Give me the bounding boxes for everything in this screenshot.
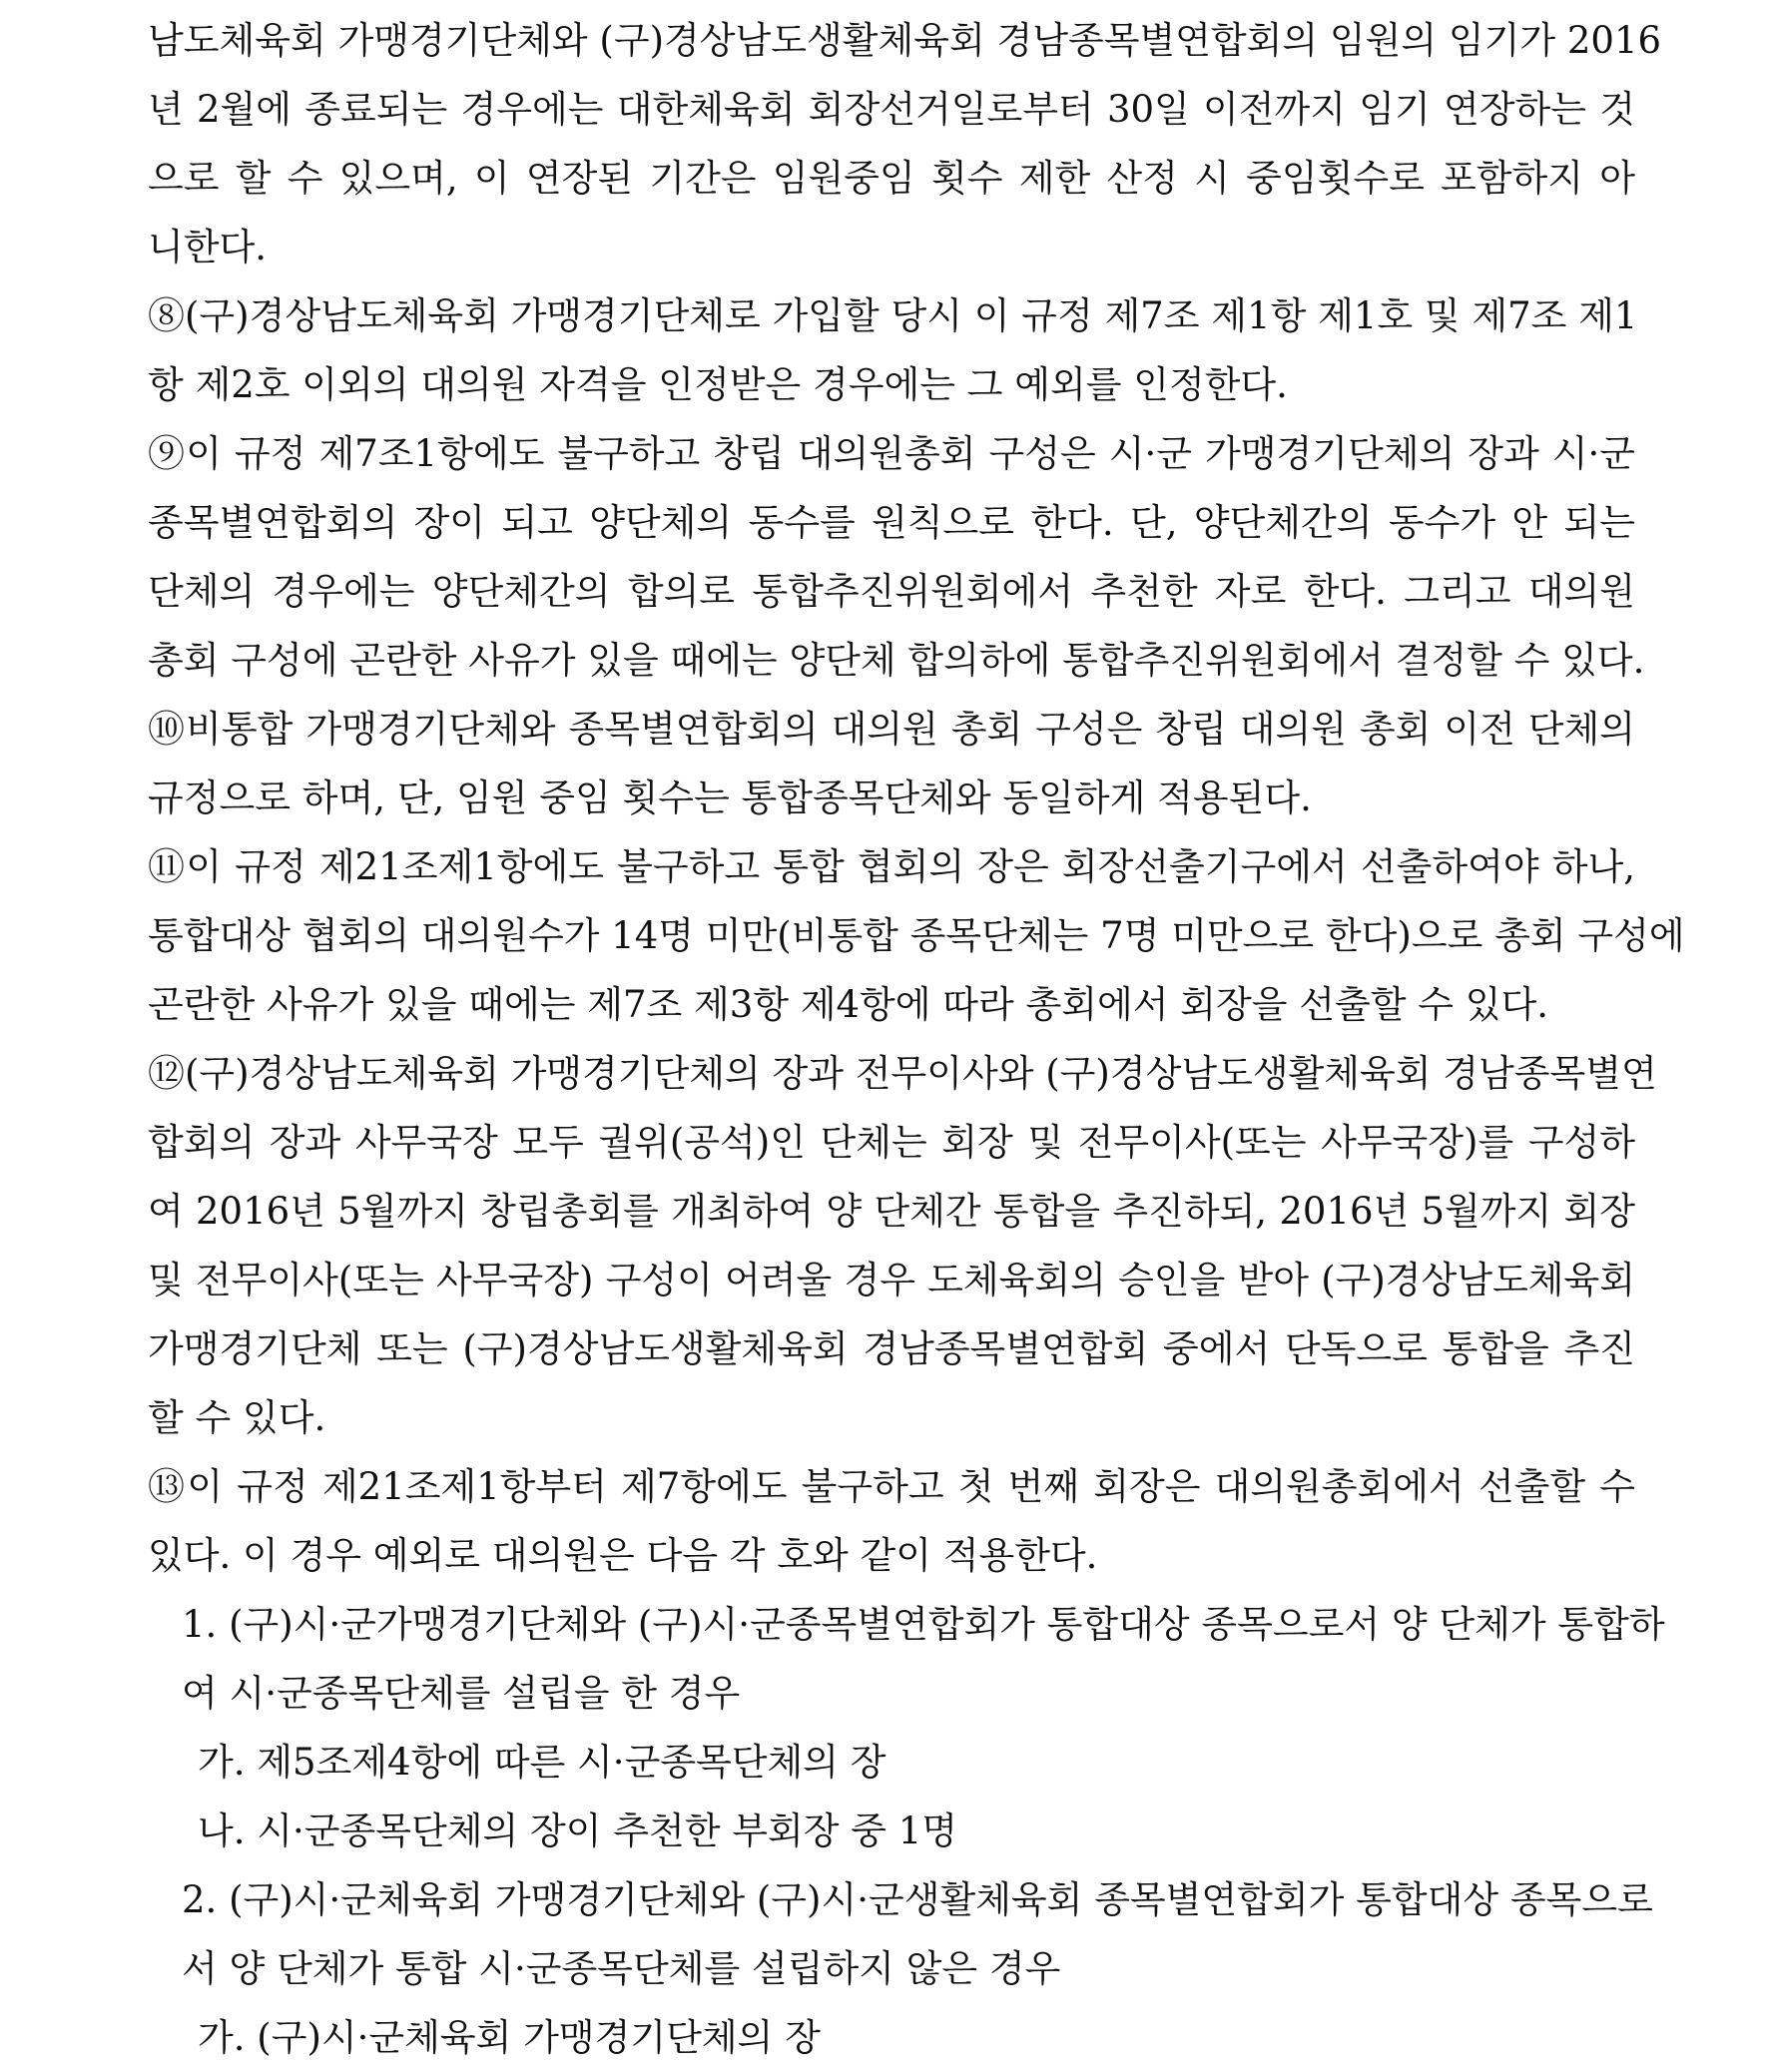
text-line: 남도체육회 가맹경기단체와 (구)경상남도생활체육회 경남종목별연합회의 임원의 임기가 2016 bbox=[148, 19, 1662, 62]
text-line: ⑫(구)경상남도체육회 가맹경기단체의 장과 전무이사와 (구)경상남도생활체육회 경남종목별연 bbox=[148, 1052, 1657, 1095]
list-item-line: 2. (구)시·군체육회 가맹경기단체와 (구)시·군생활체육회 종목별연합회가 통합대상 종목으로 bbox=[182, 1878, 1653, 1921]
text-line: 곤란한 사유가 있을 때에는 제7조 제3항 제4항에 따라 총회에서 회장을 선출할 수 있다. bbox=[148, 983, 1549, 1026]
text-line: ⑨이 규정 제7조1항에도 불구하고 창립 대의원총회 구성은 시·군 가맹경기단체의 장과 시·군 bbox=[148, 432, 1635, 475]
text-line: ⑧(구)경상남도체육회 가맹경기단체로 가입할 당시 이 규정 제7조 제1항 제1호 및 제7조 제1 bbox=[148, 294, 1638, 337]
sub-item-line: 가. 제5조제4항에 따른 시·군종목단체의 장 bbox=[198, 1741, 886, 1784]
sub-item-line: 가. (구)시·군체육회 가맹경기단체의 장 bbox=[198, 2016, 821, 2059]
text-line: 총회 구성에 곤란한 사유가 있을 때에는 양단체 합의하에 통합추진위원회에서 결정할 수 있다. bbox=[148, 639, 1645, 682]
text-line: 있다. 이 경우 예외로 대의원은 다음 각 호와 같이 적용한다. bbox=[148, 1534, 1098, 1577]
text-line: ⑬이 규정 제21조제1항부터 제7항에도 불구하고 첫 번째 회장은 대의원총회에서 선출할 수 bbox=[148, 1465, 1635, 1508]
list-item-line: 여 시·군종목단체를 설립을 한 경우 bbox=[182, 1672, 741, 1715]
list-item-line: 1. (구)시·군가맹경기단체와 (구)시·군종목별연합회가 통합대상 종목으로서 양 단체가 통합하 bbox=[182, 1603, 1665, 1646]
text-line: 가맹경기단체 또는 (구)경상남도생활체육회 경남종목별연합회 중에서 단독으로 통합을 추진 bbox=[148, 1327, 1635, 1370]
text-line: 규정으로 하며, 단, 임원 중임 횟수는 통합종목단체와 동일하게 적용된다. bbox=[148, 777, 1312, 819]
list-item-line: 서 양 단체가 통합 시·군종목단체를 설립하지 않은 경우 bbox=[182, 1947, 1061, 1990]
text-line: 여 2016년 5월까지 창립총회를 개최하여 양 단체간 통합을 추진하되, 2016년 5월까지 회장 bbox=[148, 1190, 1635, 1233]
text-line: 종목별연합회의 장이 되고 양단체의 동수를 원칙으로 한다. 단, 양단체간의 동수가 안 되는 bbox=[148, 501, 1635, 544]
text-line: 으로 할 수 있으며, 이 연장된 기간은 임원중임 횟수 제한 산정 시 중임횟수로 포함하지 아 bbox=[148, 157, 1635, 200]
sub-item-line: 나. 시·군종목단체의 장이 추천한 부회장 중 1명 bbox=[198, 1810, 957, 1852]
text-line: 년 2월에 종료되는 경우에는 대한체육회 회장선거일로부터 30일 이전까지 임기 연장하는 것 bbox=[148, 88, 1635, 131]
document-body bbox=[148, 6, 1685, 2072]
text-line: 및 전무이사(또는 사무국장) 구성이 어려울 경우 도체육회의 승인을 받아 (구)경상남도체육회 bbox=[148, 1259, 1635, 1301]
text-line: 통합대상 협회의 대의원수가 14명 미만(비통합 종목단체는 7명 미만으로 한다)으로 총회 구성에 bbox=[148, 914, 1685, 957]
text-line: ⑩비통합 가맹경기단체와 종목별연합회의 대의원 총회 구성은 창립 대의원 총회 이전 단체의 bbox=[148, 708, 1635, 751]
text-line: 단체의 경우에는 양단체간의 합의로 통합추진위원회에서 추천한 자로 한다. 그리고 대의원 bbox=[148, 570, 1635, 613]
text-line: ⑪이 규정 제21조제1항에도 불구하고 통합 협회의 장은 회장선출기구에서 선출하여야 하나, bbox=[148, 845, 1635, 888]
text-line: 항 제2호 이외의 대의원 자격을 인정받은 경우에는 그 예외를 인정한다. bbox=[148, 363, 1288, 406]
text-line: 합회의 장과 사무국장 모두 궐위(공석)인 단체는 회장 및 전무이사(또는 사무국장)를 구성하 bbox=[148, 1121, 1636, 1164]
text-line: 할 수 있다. bbox=[148, 1396, 326, 1439]
text-line: 니한다. bbox=[148, 226, 267, 268]
